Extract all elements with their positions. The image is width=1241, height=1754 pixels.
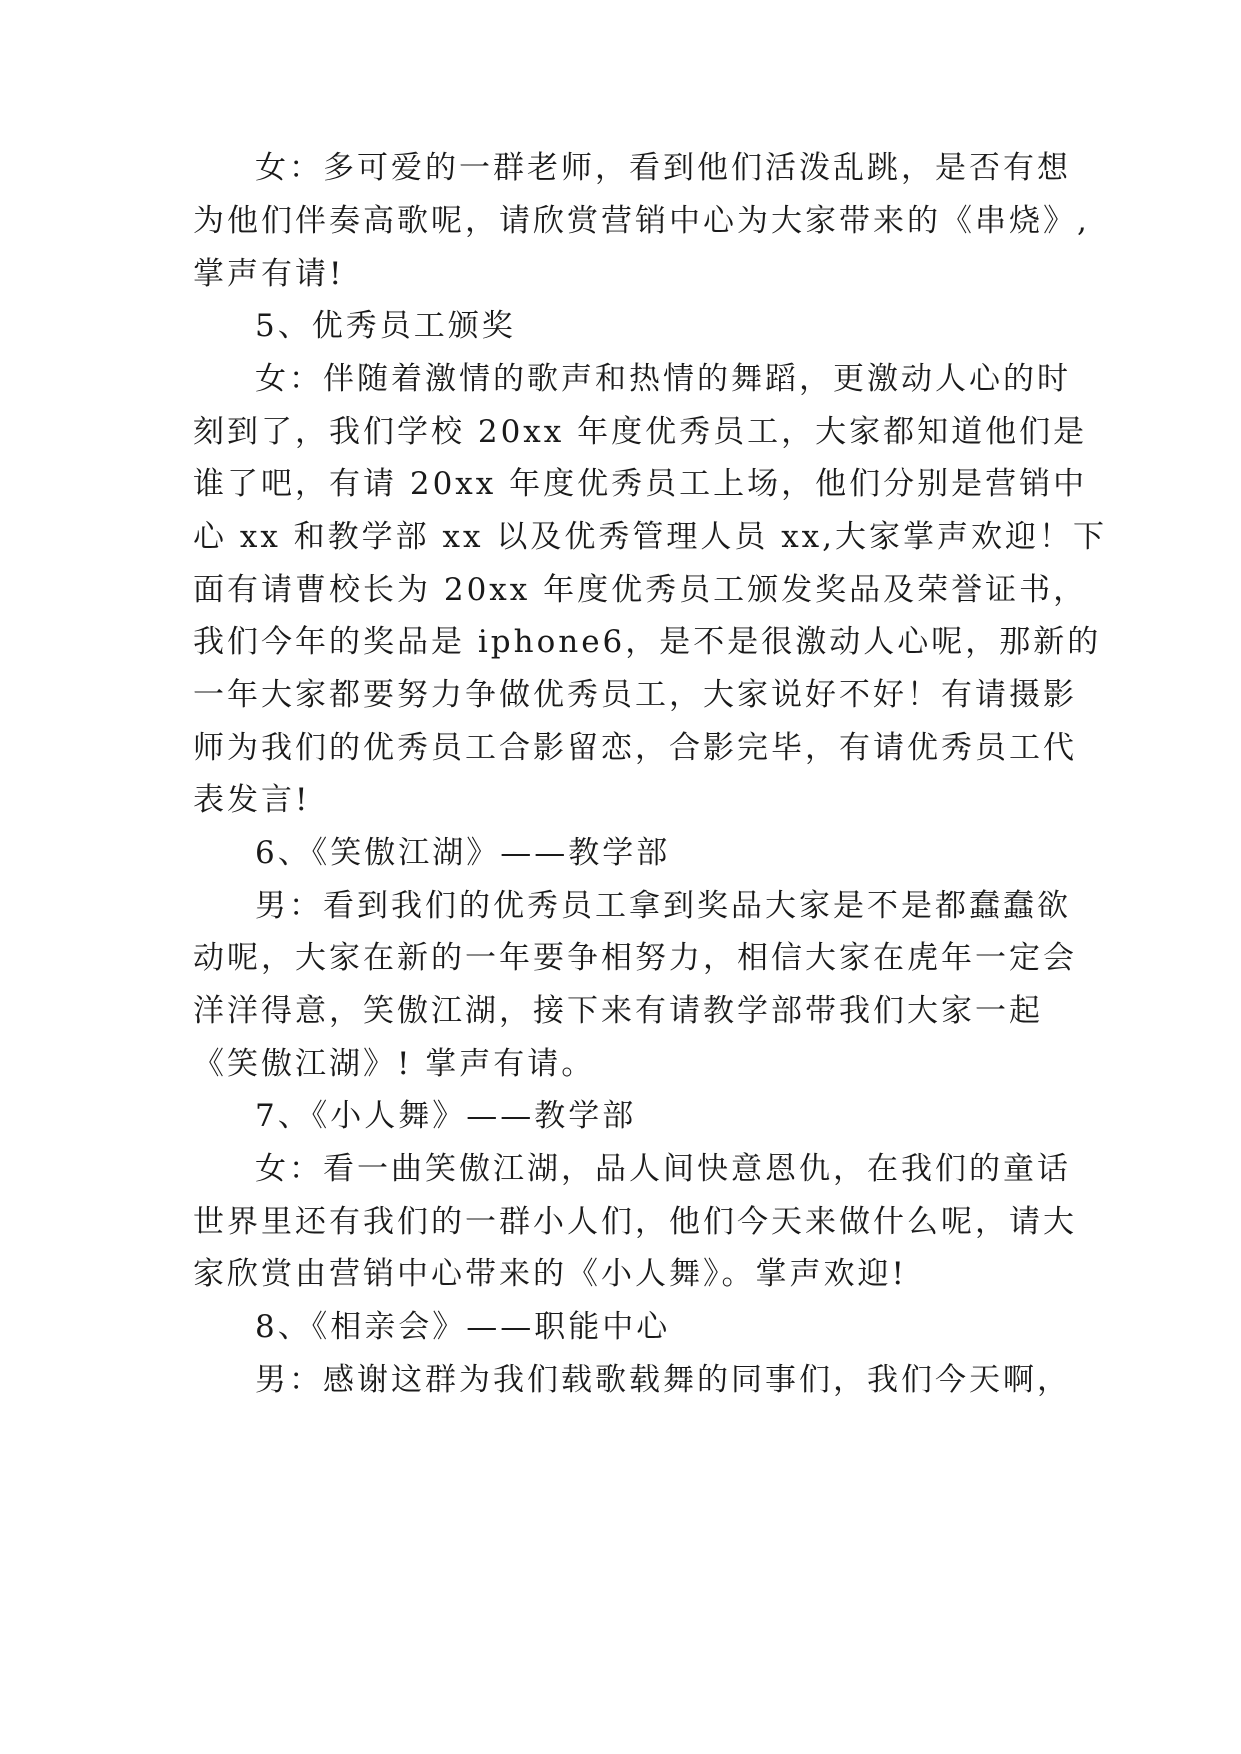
text-line: 家欣赏由营销中心带来的《小人舞》。掌声欢迎! (193, 1256, 907, 1292)
text-line: 心 xx 和教学部 xx 以及优秀管理人员 xx,大家掌声欢迎！下 (193, 519, 1108, 555)
text-line: 洋洋得意，笑傲江湖，接下来有请教学部带我们大家一起 (193, 993, 1043, 1029)
text-line: 动呢，大家在新的一年要争相努力，相信大家在虎年一定会 (193, 940, 1077, 976)
section-heading: 8、《相亲会》——职能中心 (255, 1309, 671, 1345)
text-line: 女：多可爱的一群老师，看到他们活泼乱跳，是否有想 (255, 150, 1071, 186)
section-heading: 7、《小人舞》——教学部 (255, 1098, 637, 1134)
text-line: 男：看到我们的优秀员工拿到奖品大家是不是都蠢蠢欲 (255, 888, 1071, 924)
text-line: 为他们伴奏高歌呢，请欣赏营销中心为大家带来的《串烧》, (193, 203, 1090, 239)
text-line: 女：伴随着激情的歌声和热情的舞蹈，更激动人心的时 (255, 361, 1071, 397)
section-heading: 6、《笑傲江湖》——教学部 (255, 835, 671, 871)
text-line: 刻到了，我们学校 20xx 年度优秀员工，大家都知道他们是 (193, 414, 1088, 450)
text-line: 我们今年的奖品是 iphone6，是不是很激动人心呢，那新的 (193, 624, 1102, 660)
text-line: 一年大家都要努力争做优秀员工，大家说好不好！有请摄影 (193, 677, 1077, 713)
text-line: 谁了吧，有请 20xx 年度优秀员工上场，他们分别是营销中 (193, 466, 1088, 502)
text-line: 世界里还有我们的一群小人们，他们今天来做什么呢，请大 (193, 1204, 1077, 1240)
text-line: 女：看一曲笑傲江湖，品人间快意恩仇，在我们的童话 (255, 1151, 1071, 1187)
text-line: 师为我们的优秀员工合影留恋，合影完毕，有请优秀员工代 (193, 730, 1077, 766)
section-heading: 5、优秀员工颁奖 (255, 308, 516, 344)
text-line: 《笑傲江湖》! 掌声有请。 (193, 1046, 596, 1082)
text-line: 表发言! (193, 782, 311, 818)
text-line: 掌声有请! (193, 256, 345, 292)
text-line: 面有请曹校长为 20xx 年度优秀员工颁发奖品及荣誉证书， (193, 572, 1088, 608)
text-line: 男：感谢这群为我们载歌载舞的同事们，我们今天啊， (255, 1362, 1071, 1398)
